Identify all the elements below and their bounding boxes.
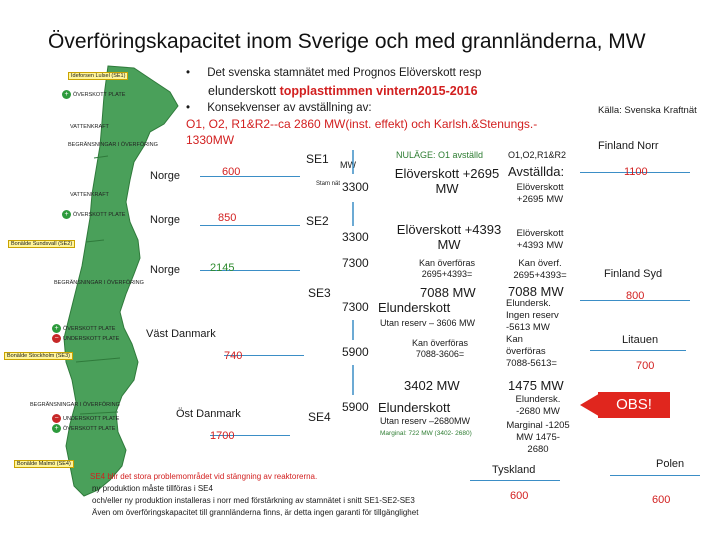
- map-label-9: BEGRÄNSNINGAR I ÖVERFÖRING: [30, 402, 120, 408]
- footer-line-3: och/eller ny produktion installeras i norr med förstärkning av stamnätet i snitt SE1-SE2-SE3: [92, 496, 415, 505]
- map-label-11: ÖVERSKOTT PLATE: [63, 426, 116, 432]
- norge-1-value: 600: [222, 166, 241, 178]
- line-norge-1: [200, 176, 300, 177]
- minus-icon: −: [52, 334, 61, 343]
- now-se4-reserve: Utan reserv –2680MW: [380, 416, 471, 426]
- map-label-7: ÖVERSKOTT PLATE: [63, 326, 116, 332]
- bullet-2-line-3: 1330MW: [186, 133, 235, 147]
- zone-se4: SE4: [308, 410, 331, 424]
- now-se3-reserve: Utan reserv – 3606 MW: [380, 318, 476, 328]
- off-se2: Elöverskott +4393 MW: [516, 228, 564, 251]
- off-se3-total: 7088 MW: [508, 284, 564, 299]
- now-se4-under: Elunderskott: [378, 400, 451, 415]
- sweden-map-shape: [60, 62, 190, 532]
- off-sub: Avställda:: [508, 164, 565, 179]
- source-label: Källa: Svenska Kraftnät: [598, 105, 697, 116]
- map-label-2: VATTENKRAFT: [70, 124, 109, 130]
- se3-se4-capacity-a: 7300: [342, 300, 369, 314]
- plus-icon: +: [52, 424, 61, 433]
- map-label-5: ÖVERSKOTT PLATE: [73, 212, 126, 218]
- page-title: Överföringskapacitet inom Sverige och med grannländerna, MW: [48, 30, 646, 53]
- se3-se4-capacity-b: 5900: [342, 345, 369, 359]
- footer-line-4: Även om överföringskapacitet till grannländerna finns, är detta ingen garanti för tillgänglighet: [92, 508, 419, 517]
- se2-se3-capacity-b: 7300: [342, 256, 369, 270]
- off-se2-note: Kan överf. 2695+4393=: [513, 258, 567, 281]
- map-tag-se1: Ideforsen Lulsel (SE1): [68, 72, 128, 80]
- se4-capacity: 5900: [342, 400, 369, 414]
- map-tag-se2: Bonälde Sundsvall (SE2): [8, 240, 75, 248]
- off-se3-note: Elundersk. Ingen reserv -5613 MW Kan överföras 7088-5613=: [506, 298, 559, 369]
- norge-3-label: Norge: [150, 264, 180, 276]
- bullet-2-line-2: O1, O2, R1&R2--ca 2860 MW(inst. effekt) och Karlsh.&Stenungs.-: [186, 117, 538, 131]
- now-se3-total: 7088 MW: [420, 285, 476, 300]
- now-se4-marginal: Marginal: 722 MW (3402- 2680): [380, 430, 472, 437]
- norge-2-label: Norge: [150, 214, 180, 226]
- minus-icon: −: [52, 414, 61, 423]
- tyskland-value: 600: [510, 490, 529, 502]
- now-se2: Elöverskott +4393 MW: [396, 222, 502, 252]
- zone-se3: SE3: [308, 286, 331, 300]
- finland-norr-label: Finland Norr: [598, 140, 659, 152]
- line-tyskland: [470, 480, 560, 481]
- bullet-2-line-1: Konsekvenser av avställning av:: [207, 102, 372, 114]
- map-label-8: UNDERSKOTT PLATE: [63, 336, 120, 342]
- off-se4-total: 1475 MW: [508, 378, 564, 393]
- off-se4-note: Elundersk. -2680 MW: [515, 394, 561, 417]
- zone-arrows: [345, 150, 365, 420]
- map-label-3: BEGRÄNSNINGAR I ÖVERFÖRING: [68, 142, 158, 148]
- now-se4-total: 3402 MW: [404, 378, 460, 393]
- map-label-6: BEGRÄNSNINGAR I ÖVERFÖRING: [54, 280, 144, 286]
- bullet-dot: •: [186, 102, 191, 114]
- stamnat-label: Stam nät: [316, 181, 341, 187]
- se2-se3-capacity-a: 3300: [342, 230, 369, 244]
- map-tag-se4: Bonälde Malmö (SE4): [14, 460, 74, 468]
- litauen-label: Litauen: [622, 334, 659, 346]
- footer-line-2: ny produktion måste tillföras i SE4: [92, 484, 213, 493]
- polen-label: Polen: [656, 458, 685, 470]
- bullet-1-line-1: Det svenska stamnätet med Prognos Elöverskott resp: [207, 67, 482, 79]
- bullet-1: [186, 67, 481, 79]
- bullet-1-line-2: [208, 84, 478, 98]
- tyskland-label: Tyskland: [492, 464, 536, 476]
- vast-danmark-value: 740: [224, 350, 243, 362]
- now-se1: Elöverskott +2695 MW: [394, 166, 500, 196]
- plus-icon: +: [52, 324, 61, 333]
- norge-1-label: Norge: [150, 170, 180, 182]
- now-header: NULÄGE: O1 avställd: [396, 150, 484, 160]
- off-se1: Elöverskott +2695 MW: [516, 182, 564, 205]
- now-se2-note: Kan överföras 2695+4393=: [418, 258, 476, 279]
- map-label-10: UNDERSKOTT PLATE: [63, 416, 120, 422]
- ost-danmark-label: Öst Danmark: [176, 408, 241, 420]
- plus-icon: +: [62, 90, 71, 99]
- litauen-value: 700: [636, 360, 655, 372]
- line-litauen: [590, 350, 686, 351]
- bullet-dot: •: [186, 67, 191, 79]
- bullet-2: [186, 102, 372, 114]
- map-label-1: ÖVERSKOTT PLATE: [73, 92, 126, 98]
- off-se4-marginal: Marginal -1205 MW 1475-2680: [506, 420, 570, 455]
- zone-se2: SE2: [306, 214, 329, 228]
- now-se3-under: Elunderskott: [378, 300, 451, 315]
- sweden-map: [7, 62, 190, 532]
- now-se3-note: Kan överföras 7088-3606=: [411, 338, 469, 359]
- bullet-1-line-2a: elunderskott: [208, 84, 280, 98]
- line-norge-2: [200, 225, 300, 226]
- footer-line-1: SE4 blir det stora problemområdet vid stängning av reaktorerna.: [90, 472, 318, 481]
- ost-danmark-value: 1700: [210, 430, 235, 442]
- off-header: O1,O2,R1&R2: [508, 150, 567, 160]
- obs-label: OBS!: [598, 392, 670, 418]
- bullet-1-line-2b: topplasttimmen vintern2015-2016: [279, 84, 478, 98]
- map-tag-se3: Bonälde Stockholm (SE3): [4, 352, 73, 360]
- finland-norr-value: 1100: [624, 166, 648, 178]
- plus-icon: +: [62, 210, 71, 219]
- polen-value: 600: [652, 494, 671, 506]
- finland-syd-label: Finland Syd: [604, 268, 663, 280]
- mw-label: MW: [340, 160, 356, 170]
- norge-3-value: 2145: [210, 262, 235, 274]
- zone-se1: SE1: [306, 152, 329, 166]
- line-polen: [610, 475, 700, 476]
- vast-danmark-label: Väst Danmark: [146, 328, 216, 340]
- finland-syd-value: 800: [626, 290, 645, 302]
- map-label-4: VATTENKRAFT: [70, 192, 109, 198]
- norge-2-value: 850: [218, 212, 237, 224]
- se1-se2-capacity: 3300: [342, 180, 369, 194]
